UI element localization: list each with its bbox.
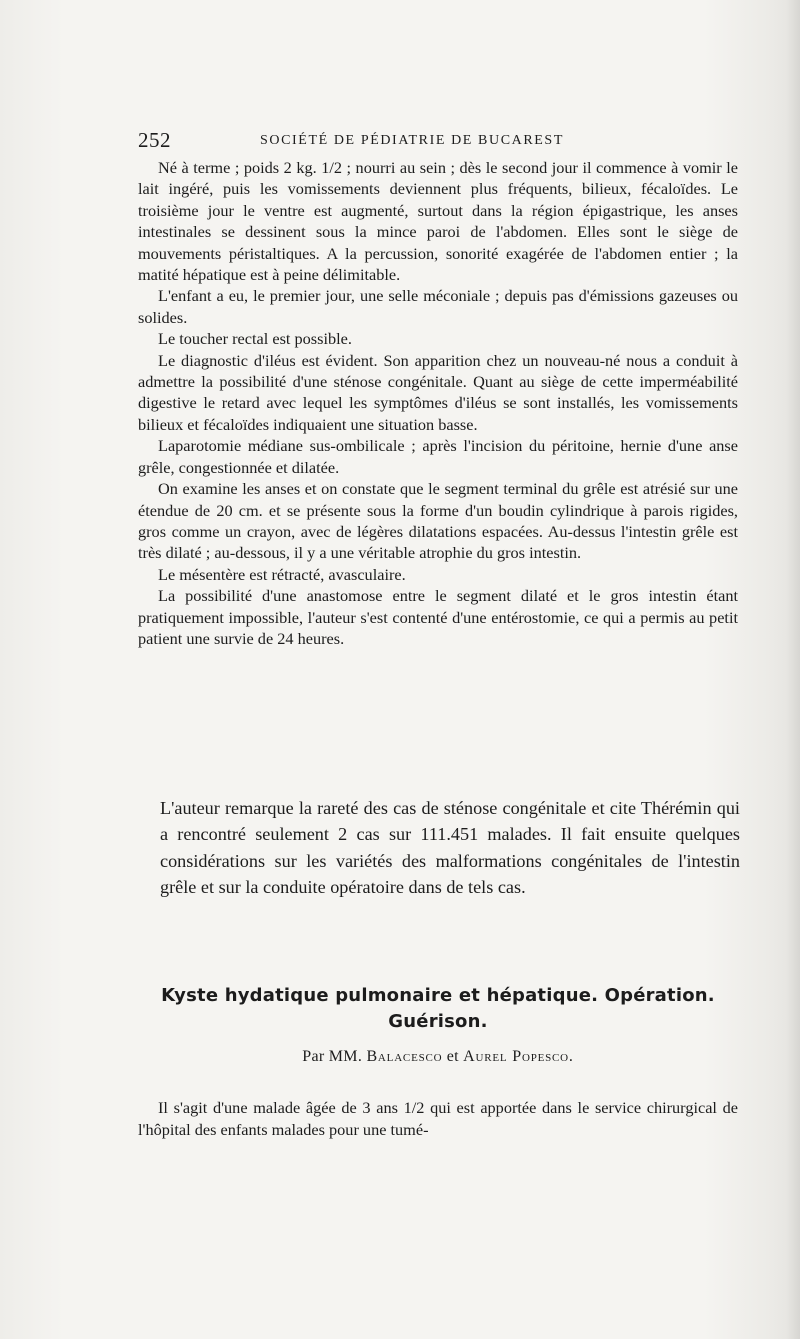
- page-edge-shadow: [786, 0, 800, 1339]
- page-number: 252: [138, 128, 171, 152]
- authors-prefix: Par MM.: [302, 1048, 363, 1065]
- article-authors: [138, 1048, 738, 1066]
- commentary-text: [160, 795, 740, 901]
- case-paragraph: Le mésentère est rétracté, avasculaire.: [158, 564, 406, 584]
- article-body-text: [138, 1097, 738, 1141]
- article-paragraph: Il s'agit d'une malade âgée de 3 ans 1/2 qui est apportée dans le service chirurgical de l'hôpital des enfants malades pour une tumé-: [138, 1098, 738, 1139]
- case-paragraph: La possibilité d'une anastomose entre le segment dilaté et le gros intestin étant pratiquement impossible, l'auteur s'est contenté d'une entérostomie, ce qui a permis au petit patient une survie de 24 heures.: [138, 586, 738, 648]
- article-title: Kyste hydatique pulmonaire et hépatique. Opération. Guérison.: [161, 985, 715, 1032]
- authors-joiner: et: [446, 1048, 459, 1065]
- case-paragraph: Laparotomie médiane sus-ombilicale ; après l'incision du péritoine, hernie d'une anse grêle, congestionnée et dilatée.: [138, 436, 738, 477]
- case-paragraph: Le diagnostic d'iléus est évident. Son apparition chez un nouveau-né nous a conduit à admettre la possibilité d'une sténose congénitale. Quant au siège de cette imperméabilité digestive le retard avec lequel les symptômes d'iléus se sont installés, les vomissements bilieux et fécaloïdes indiquaient une situation basse.: [138, 350, 738, 434]
- case-paragraph: Né à terme ; poids 2 kg. 1/2 ; nourri au sein ; dès le second jour il commence à vomir le lait ingéré, puis les vomissements deviennent plus fréquents, bilieux, fécaloïdes. Le troisième jour le ventre est augmenté, surtout dans la région épigastrique, les anses intestinales se dessinent sous la mince paroi de l'abdomen. Elles sont le siège de mouvements péristaltiques. A la percussion, sonorité exagérée de l'abdomen entier ; la matité hépatique est à peine délimitable.: [138, 158, 738, 285]
- commentary-paragraph: L'auteur remarque la rareté des cas de sténose congénitale et cite Thérémin qui a rencontré seulement 2 cas sur 111.451 malades. Il fait ensuite quelques considérations sur les variétés des malformations congénitales de l'intestin grêle et sur la conduite opératoire dans de tels cas.: [160, 798, 740, 898]
- author-name: Aurel Popesco.: [463, 1048, 574, 1065]
- case-paragraph: L'enfant a eu, le premier jour, une selle méconiale ; depuis pas d'émissions gazeuses ou solides.: [138, 286, 738, 327]
- case-paragraph: On examine les anses et on constate que le segment terminal du grêle est atrésié sur une étendue de 20 cm. et se présente sous la forme d'un boudin cylindrique à parois rigides, gros comme un crayon, avec de légères dilatations espacées. Au-dessus l'intestin grêle est très dilaté ; au-dessous, il y a une véritable atrophie du gros intestin.: [138, 479, 738, 563]
- author-name: Balacesco: [366, 1048, 443, 1065]
- page-header: [138, 128, 738, 152]
- case-report-text: [138, 157, 738, 649]
- running-head: SOCIÉTÉ DE PÉDIATRIE DE BUCAREST: [260, 133, 564, 148]
- case-paragraph: Le toucher rectal est possible.: [158, 329, 352, 349]
